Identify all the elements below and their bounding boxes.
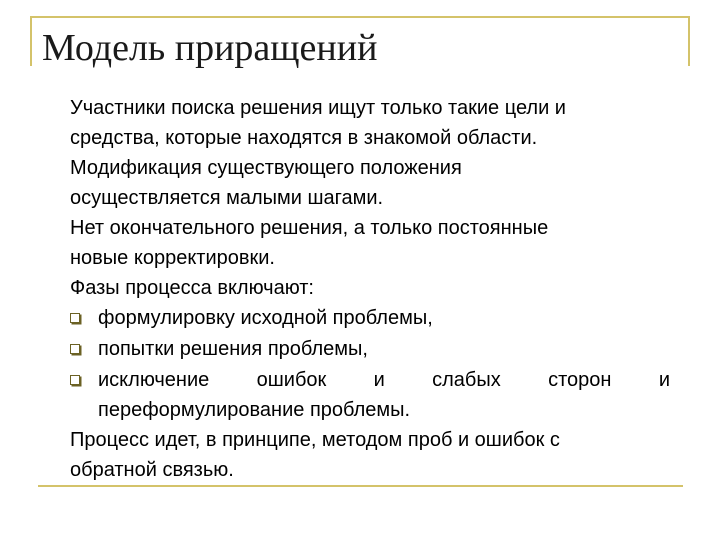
- paragraph-line: Модификация существующего положения: [70, 157, 462, 179]
- paragraph-line: обратной связью.: [70, 459, 234, 481]
- bullet-item: [70, 334, 670, 365]
- paragraph-line: Участники поиска решения ищут только такие цели и: [70, 97, 566, 119]
- bullet-text: [98, 365, 670, 425]
- frame-top-border: [30, 16, 690, 18]
- frame-right-border: [688, 16, 690, 66]
- square-bullet-icon: [70, 334, 98, 365]
- word: слабых: [432, 369, 501, 391]
- bullet-item: [70, 365, 670, 425]
- paragraph-line: осуществляется малыми шагами.: [70, 187, 384, 209]
- paragraph-line: новые корректировки.: [70, 247, 275, 269]
- square-bullet-icon: [70, 365, 98, 425]
- paragraph-line: Нет окончательного решения, а только постоянные: [70, 217, 549, 239]
- bullet-text: формулировку исходной проблемы,: [98, 307, 433, 329]
- paragraph-line: средства, которые находятся в знакомой области.: [70, 127, 538, 149]
- paragraph-1: [70, 93, 670, 153]
- word: и: [658, 369, 670, 391]
- bottom-divider: [38, 485, 683, 487]
- square-bullet-icon: [70, 303, 98, 334]
- paragraph-2: [70, 153, 670, 213]
- paragraph-line: Процесс идет, в принципе, методом проб и ошибок с: [70, 429, 560, 451]
- paragraph-line: Фазы процесса включают:: [70, 277, 314, 299]
- frame-left-border: [30, 16, 32, 66]
- word: ошибок: [256, 369, 327, 391]
- bullet-text: попытки решения проблемы,: [98, 338, 368, 360]
- slide-body: [70, 93, 670, 485]
- justified-line: [98, 365, 670, 395]
- bullet-line: переформулирование проблемы.: [98, 399, 411, 421]
- paragraph-4: [70, 273, 670, 303]
- slide-title: Модель приращений: [42, 27, 378, 69]
- bullet-item: [70, 303, 670, 334]
- word: и: [373, 369, 385, 391]
- word: сторон: [548, 369, 612, 391]
- paragraph-3: [70, 213, 670, 273]
- word: исключение: [98, 369, 210, 391]
- closing-paragraph: [70, 425, 670, 485]
